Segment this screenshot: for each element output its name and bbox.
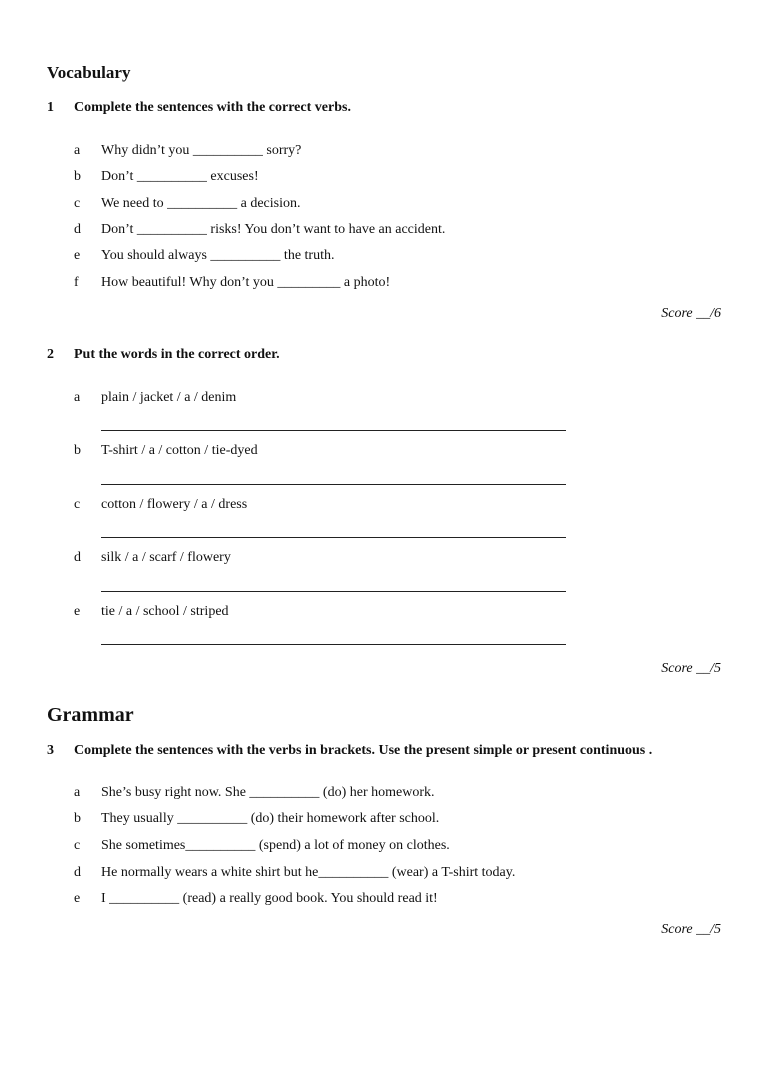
item-letter: e xyxy=(74,891,81,906)
item-letter: b xyxy=(74,811,81,826)
item-letter: c xyxy=(74,838,81,853)
item-text: plain / jacket / a / denim xyxy=(101,390,237,405)
item-text: Don’t __________ excuses! xyxy=(101,169,259,184)
item-letter: a xyxy=(74,143,81,158)
answer-line[interactable] xyxy=(101,537,566,538)
item-letter: d xyxy=(74,222,81,237)
item-text: We need to __________ a decision. xyxy=(101,196,301,211)
item-letter: b xyxy=(74,169,81,184)
exercise-1-score: Score __/6 xyxy=(661,306,721,321)
item-text: Don’t __________ risks! You don’t want to have an accident. xyxy=(101,222,446,237)
answer-line[interactable] xyxy=(101,484,566,485)
item-text: Why didn’t you __________ sorry? xyxy=(101,143,302,158)
item-text: How beautiful! Why don’t you _________ a photo! xyxy=(101,275,391,290)
item-text: She sometimes__________ (spend) a lot of money on clothes. xyxy=(101,838,450,853)
item-text: You should always __________ the truth. xyxy=(101,248,335,263)
item-letter: c xyxy=(74,196,81,211)
item-letter: d xyxy=(74,865,81,880)
exercise-number: 3 xyxy=(47,743,54,758)
item-text: tie / a / school / striped xyxy=(101,604,229,619)
item-text: I __________ (read) a really good book. You should read it! xyxy=(101,891,438,906)
answer-line[interactable] xyxy=(101,430,566,431)
item-letter: a xyxy=(74,785,81,800)
item-text: They usually __________ (do) their homework after school. xyxy=(101,811,440,826)
item-letter: e xyxy=(74,248,81,263)
exercise-instruction: Complete the sentences with the correct verbs. xyxy=(74,100,351,115)
item-letter: a xyxy=(74,390,81,405)
exercise-instruction: Complete the sentences with the verbs in brackets. Use the present simple or present continuous . xyxy=(74,743,653,758)
item-text: She’s busy right now. She __________ (do) her homework. xyxy=(101,785,435,800)
item-letter: c xyxy=(74,497,81,512)
item-letter: e xyxy=(74,604,81,619)
item-text: T-shirt / a / cotton / tie-dyed xyxy=(101,443,258,458)
item-letter: f xyxy=(74,275,79,290)
item-text: He normally wears a white shirt but he__________ (wear) a T-shirt today. xyxy=(101,865,516,880)
exercise-number: 1 xyxy=(47,100,54,115)
vocabulary-title: Vocabulary xyxy=(47,63,131,82)
exercise-3-score: Score __/5 xyxy=(661,922,721,937)
answer-line[interactable] xyxy=(101,644,566,645)
exercise-2-score: Score __/5 xyxy=(661,661,721,676)
grammar-title: Grammar xyxy=(47,704,134,726)
exercise-instruction: Put the words in the correct order. xyxy=(74,347,280,362)
exercise-number: 2 xyxy=(47,347,54,362)
item-text: silk / a / scarf / flowery xyxy=(101,550,231,565)
item-letter: b xyxy=(74,443,81,458)
item-letter: d xyxy=(74,550,81,565)
item-text: cotton / flowery / a / dress xyxy=(101,497,248,512)
answer-line[interactable] xyxy=(101,591,566,592)
